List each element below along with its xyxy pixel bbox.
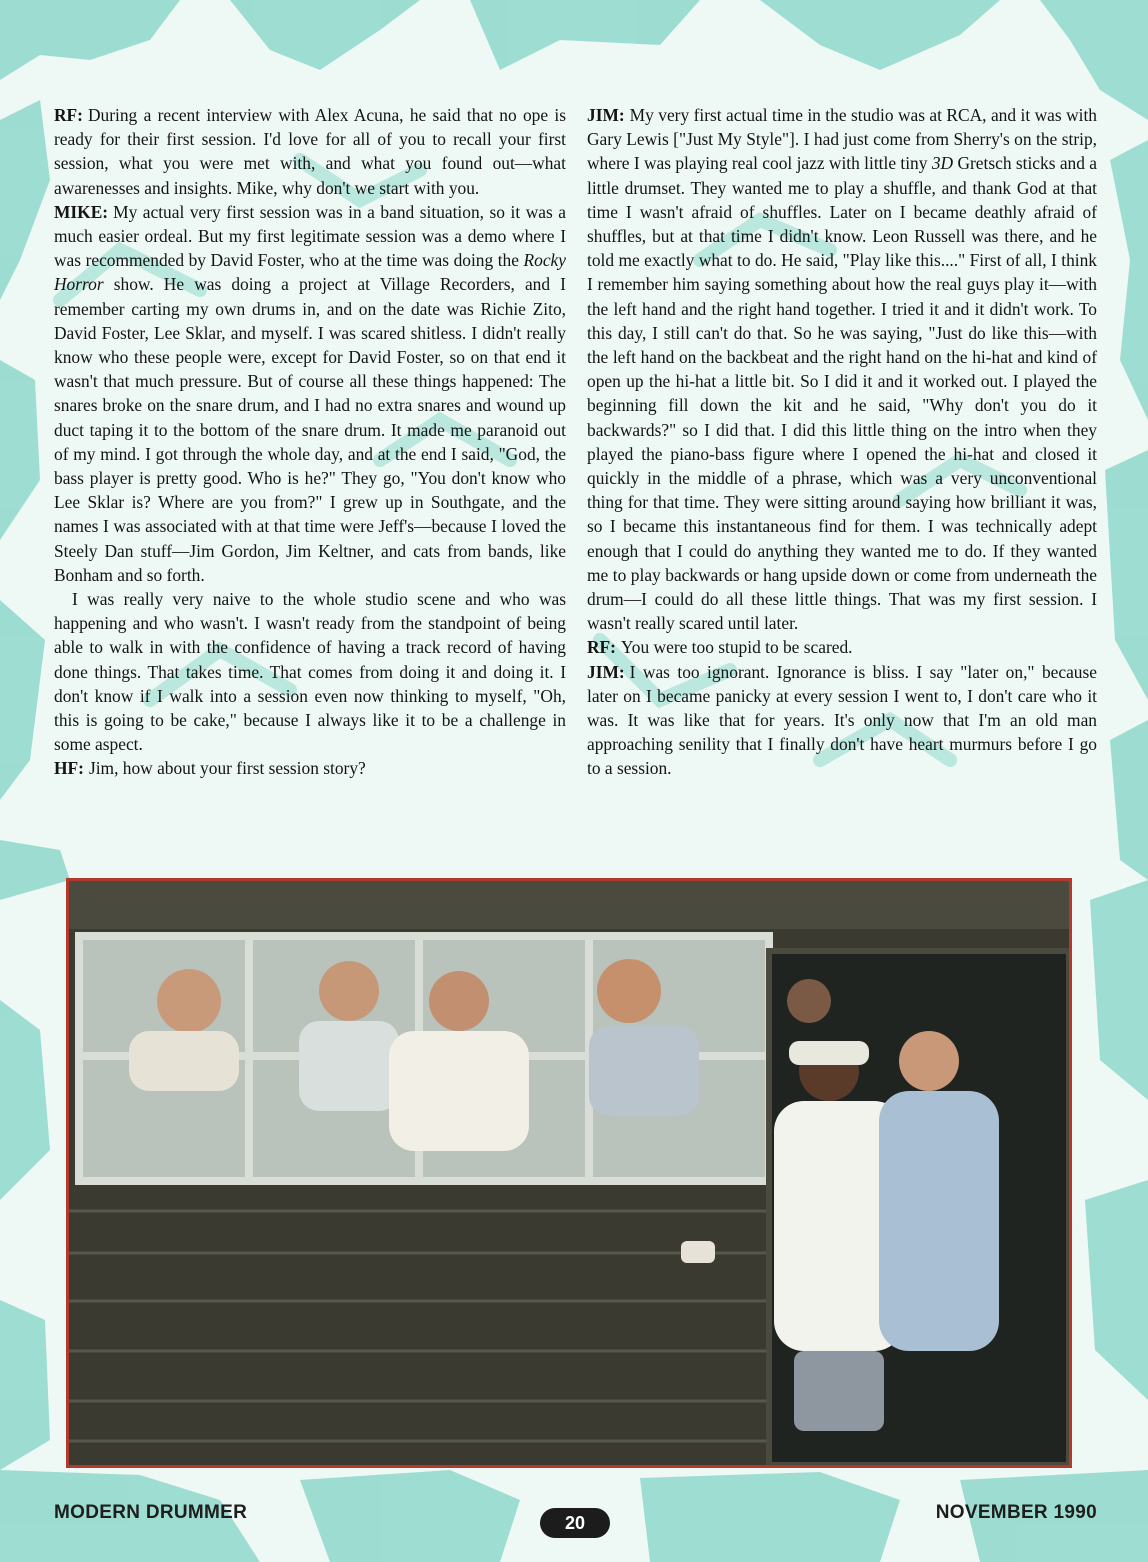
paragraph <box>587 660 1097 781</box>
paragraph-text: Jim, how about your first session story? <box>88 758 366 779</box>
italic-title: Rocky Horror <box>54 250 566 295</box>
paragraph-text: My actual very first session was in a band situation, so it was a much easier ordeal. But my first legitimate session was a demo where I was recommended by David Foster, who at the time was doing the <box>54 201 566 271</box>
paragraph-text: I was really very naive to the whole studio scene and who was happening and who wasn't. I wasn't ready from the standpoint of being able to walk in with the confidence of having a track record of having done things. That takes time. That comes from doing it and doing it. I don't know if I walk into a session even now thinking to myself, "Oh, this is going to be cake," because I always like it to be a challenge in some aspect. <box>54 589 566 755</box>
paragraph-text: During a recent interview with Alex Acuna, he said that no ope is ready for their first session. I'd love for all of you to recall your first session, what you were met with, and what you found out—what awarenesses and insights. Mike, why don't we start with you. <box>54 105 566 198</box>
paragraph-text: show. He was doing a project at Village Recorders, and I remember carting my own drums in, and on the date was Richie Zito, David Foster, Lee Sklar, and myself. I was scared shitless. I didn't really know who these people were, except for David Foster, so on that end it wasn't that much pressure. But of course all these things happened: The snares broke on the snare drum, and I had no extra snares and wound up duct taping it to the bottom of the snare drum. It made me paranoid out of my mind. I got through the whole day, and at the end I said, "God, the bass player is pretty good. Who is he?" They go, "You don't know who Lee Sklar is? Where are you from?" I grew up in Southgate, and the names I was associated with at that time were Jeff's—because I loved the Steely Dan stuff—Jim Gordon, Jim Keltner, and cats from bands, like Bonham and so forth. <box>54 274 566 585</box>
paragraph-text: My very first actual time in the studio was at RCA, and it was with Gary Lewis ["Just My Style"]. I had just come from Sherry's on the strip, where I was playing real cool jazz with little tiny <box>587 105 1097 174</box>
bus-photo <box>66 878 1072 1468</box>
right-column <box>587 103 1097 781</box>
paragraph-text: I was too ignorant. Ignorance is bliss. I say "later on," because later on I became panicky at every session I went to, I don't care who it was. It was like that for years. It's only now that I'm an old man approaching senility that I finally don't have heart murmurs before I go to a session. <box>587 661 1097 779</box>
speaker-label: MIKE: <box>54 201 109 222</box>
paragraph <box>54 587 566 756</box>
paragraph-text: You were too stupid to be scared. <box>620 637 853 658</box>
left-column <box>54 103 566 781</box>
paragraph <box>54 200 566 587</box>
issue-date: NOVEMBER 1990 <box>935 1502 1097 1523</box>
speaker-label: JIM: <box>587 105 625 125</box>
speaker-label: JIM: <box>587 661 625 682</box>
speaker-label: RF: <box>587 637 616 658</box>
bus-photo-illustration <box>69 881 1069 1465</box>
paragraph <box>54 756 566 780</box>
paragraph <box>587 103 1097 635</box>
speaker-label: RF: <box>54 105 83 125</box>
paragraph-text: Gretsch sticks and a little drumset. They wanted me to play a shuffle, and thank God at that time I wasn't afraid of shuffles. Later on I became deathly afraid of shuffles, but at that time I didn't know. Leon Russell was there, and he told me exactly what to do. He said, "Play like this...." First of all, I think I remember him saying something about how the real guys play it—with the left hand and the right hand together. I tried it and it didn't work. To this day, I still can't do that. So he was saying, "Just do like this—with the left hand on the backbeat and the right hand on the hi-hat and kind of open up the hi-hat a little bit. So I did it and it worked out. I played the beginning fill down the kit and he said, "Why don't you do it backwards?" so I did that. I did this little thing on the intro when they played the piano-bass figure where I opened the hi-hat and closed it quickly in the middle of a phrase, which was a very unconventional thing for that time. They were sitting around saying how brilliant it was, so I became this instantaneous find for them. I was technically adept enough that I could do anything they wanted me to do. If they wanted me to play backwards or hang upside down or come from underneath the drum—I could do all these little things. That was my first session. I wasn't really scared until later. <box>587 153 1098 634</box>
italic-term: 3D <box>931 153 954 174</box>
page-number: 20 <box>540 1508 610 1538</box>
paragraph <box>54 103 566 200</box>
speaker-label: HF: <box>54 758 84 779</box>
paragraph <box>587 635 1097 659</box>
magazine-name: MODERN DRUMMER <box>54 1502 248 1523</box>
